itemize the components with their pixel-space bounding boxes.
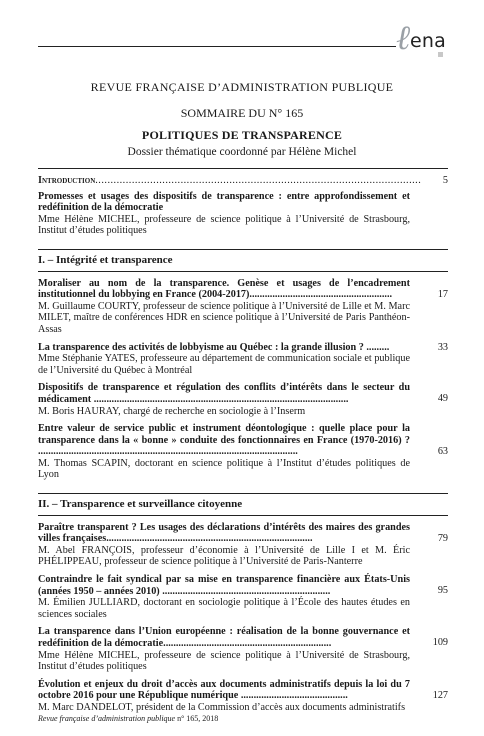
- intro-title: Promesses et usages des dispositifs de transparence : entre approfondissement et redéfinition de la démocratie: [38, 190, 410, 214]
- toc-entry[interactable]: [38, 522, 448, 568]
- header-rule: [38, 46, 396, 47]
- divider: [38, 515, 448, 516]
- entry-text: [38, 522, 410, 568]
- journal-title: REVUE FRANÇAISE D’ADMINISTRATION PUBLIQUE: [90, 80, 394, 94]
- entry-page: 17: [437, 288, 448, 300]
- logo-script-l: ℓ: [396, 18, 411, 58]
- entry-title: La transparence des activités de lobbyisme au Québec : la grande illusion ? .........: [38, 341, 390, 353]
- entry-page: 33: [437, 341, 448, 353]
- entry-text: [38, 626, 410, 672]
- intro-author: Mme Hélène MICHEL, professeure de science politique à l’Université de Strasbourg, Institut d’études politiques: [38, 213, 410, 237]
- footer-journal: Revue française d’administration publique: [38, 714, 176, 723]
- intro-page: 5: [442, 175, 448, 186]
- divider: [38, 271, 448, 272]
- entry-author: Mme Hélène MICHEL, professeure de science politique à l’Université de Strasbourg, Institut d’études politiques: [38, 649, 410, 673]
- entry-title: Entre valeur de service public et instrument déontologique : quelle place pour la transparence dans la « bonne » conduite des fonctionnaires en France (1970-2016) ? ......................................................................................................: [38, 423, 410, 458]
- entry-title: Moraliser au nom de la transparence. Genèse et usages de l’encadrement institutionnel du lobbying en France (2004-2017)........................................................: [38, 277, 410, 301]
- logo-dot: [438, 52, 443, 57]
- footer: [38, 714, 218, 723]
- coordination-line: Dossier thématique coordonné par Hélène Michel: [127, 146, 357, 158]
- toc-entry[interactable]: [38, 423, 448, 481]
- toc-entry[interactable]: [38, 342, 448, 377]
- table-of-contents: [38, 168, 448, 714]
- intro-entry[interactable]: [38, 191, 448, 237]
- entry-title: La transparence dans l’Union européenne : réalisation de la bonne gouvernance et redéfinition de la démocratie..................................................................: [38, 626, 410, 649]
- issue-title: SOMMAIRE DU N° 165: [180, 106, 304, 120]
- section-title: I. – Intégrité et transparence: [38, 253, 173, 266]
- section-entries: [38, 278, 448, 482]
- theme-title: POLITIQUES DE TRANSPARENCE: [141, 128, 343, 142]
- intro-heading: [38, 175, 422, 187]
- intro-label: Introduction: [38, 175, 96, 186]
- entry-text: [38, 342, 410, 377]
- entry-page: 127: [432, 689, 448, 701]
- toc-entry[interactable]: [38, 574, 448, 620]
- section-entries: [38, 522, 448, 714]
- entry-author: M. Abel FRANÇOIS, professeur d’économie à l’Université de Lille I et M. Éric PHÉLIPPEAU, professeur de science politique à l’Université de Paris-Nanterre: [38, 544, 410, 568]
- entry-author: M. Guillaume COURTY, professeur de science politique à l’Université de Lille et M. Marc MILET, maître de conférences HDR en science politique à l’Université de Paris Panthéon-Assas: [38, 300, 410, 335]
- divider: [38, 168, 448, 169]
- toc-entry[interactable]: [38, 382, 448, 417]
- entry-author: Mme Stéphanie YATES, professeure au département de communication sociale et publique de l’Université du Québec à Montréal: [38, 353, 410, 376]
- entry-text: [38, 574, 410, 620]
- entry-page: 79: [437, 532, 448, 544]
- intro-row[interactable]: [38, 175, 448, 187]
- toc-entry[interactable]: [38, 679, 448, 714]
- entry-text: [38, 423, 410, 481]
- footer-number: n° 165, 2018: [177, 714, 219, 723]
- entry-page: 63: [437, 446, 448, 458]
- entry-text: [38, 679, 410, 714]
- entry-page: 109: [432, 637, 448, 649]
- logo-text: ena: [410, 30, 446, 52]
- entry-text: [38, 382, 410, 417]
- entry-author: M. Marc DANDELOT, président de la Commission d’accès aux documents administratifs: [38, 701, 406, 713]
- toc-entry[interactable]: [38, 278, 448, 336]
- ena-logo: [396, 20, 446, 60]
- entry-author: M. Thomas SCAPIN, doctorant en science politique à l’Institut d’études politiques de Lyon: [38, 457, 410, 481]
- entry-title: Évolution et enjeux du droit d’accès aux documents administratifs depuis la loi du 7 octobre 2016 pour une République numérique ..........................................: [38, 678, 410, 702]
- entry-page: 49: [437, 393, 448, 405]
- entry-author: M. Émilien JULLIARD, doctorant en sociologie politique à l’École des hautes études en sciences sociales: [38, 597, 410, 620]
- entry-title: Dispositifs de transparence et régulation des conflits d’intérêts dans le secteur du médicament ....................................................................................................: [38, 382, 410, 405]
- entry-author: M. Boris HAURAY, chargé de recherche en sociologie à l’Inserm: [38, 405, 306, 417]
- entry-text: [38, 278, 410, 336]
- toc-entry[interactable]: [38, 626, 448, 672]
- intro-dots: ...........................................................................................................: [95, 175, 422, 186]
- entry-title: Paraître transparent ? Les usages des déclarations d’intérêts des maires des grandes villes françaises.................................................................................: [38, 521, 410, 545]
- section-title: II. – Transparence et surveillance citoyenne: [38, 498, 243, 511]
- entry-page: 95: [437, 585, 448, 597]
- entry-title: Contraindre le fait syndical par sa mise en transparence financière aux États-Unis (années 1950 – années 2010) ..................................................................: [38, 574, 410, 597]
